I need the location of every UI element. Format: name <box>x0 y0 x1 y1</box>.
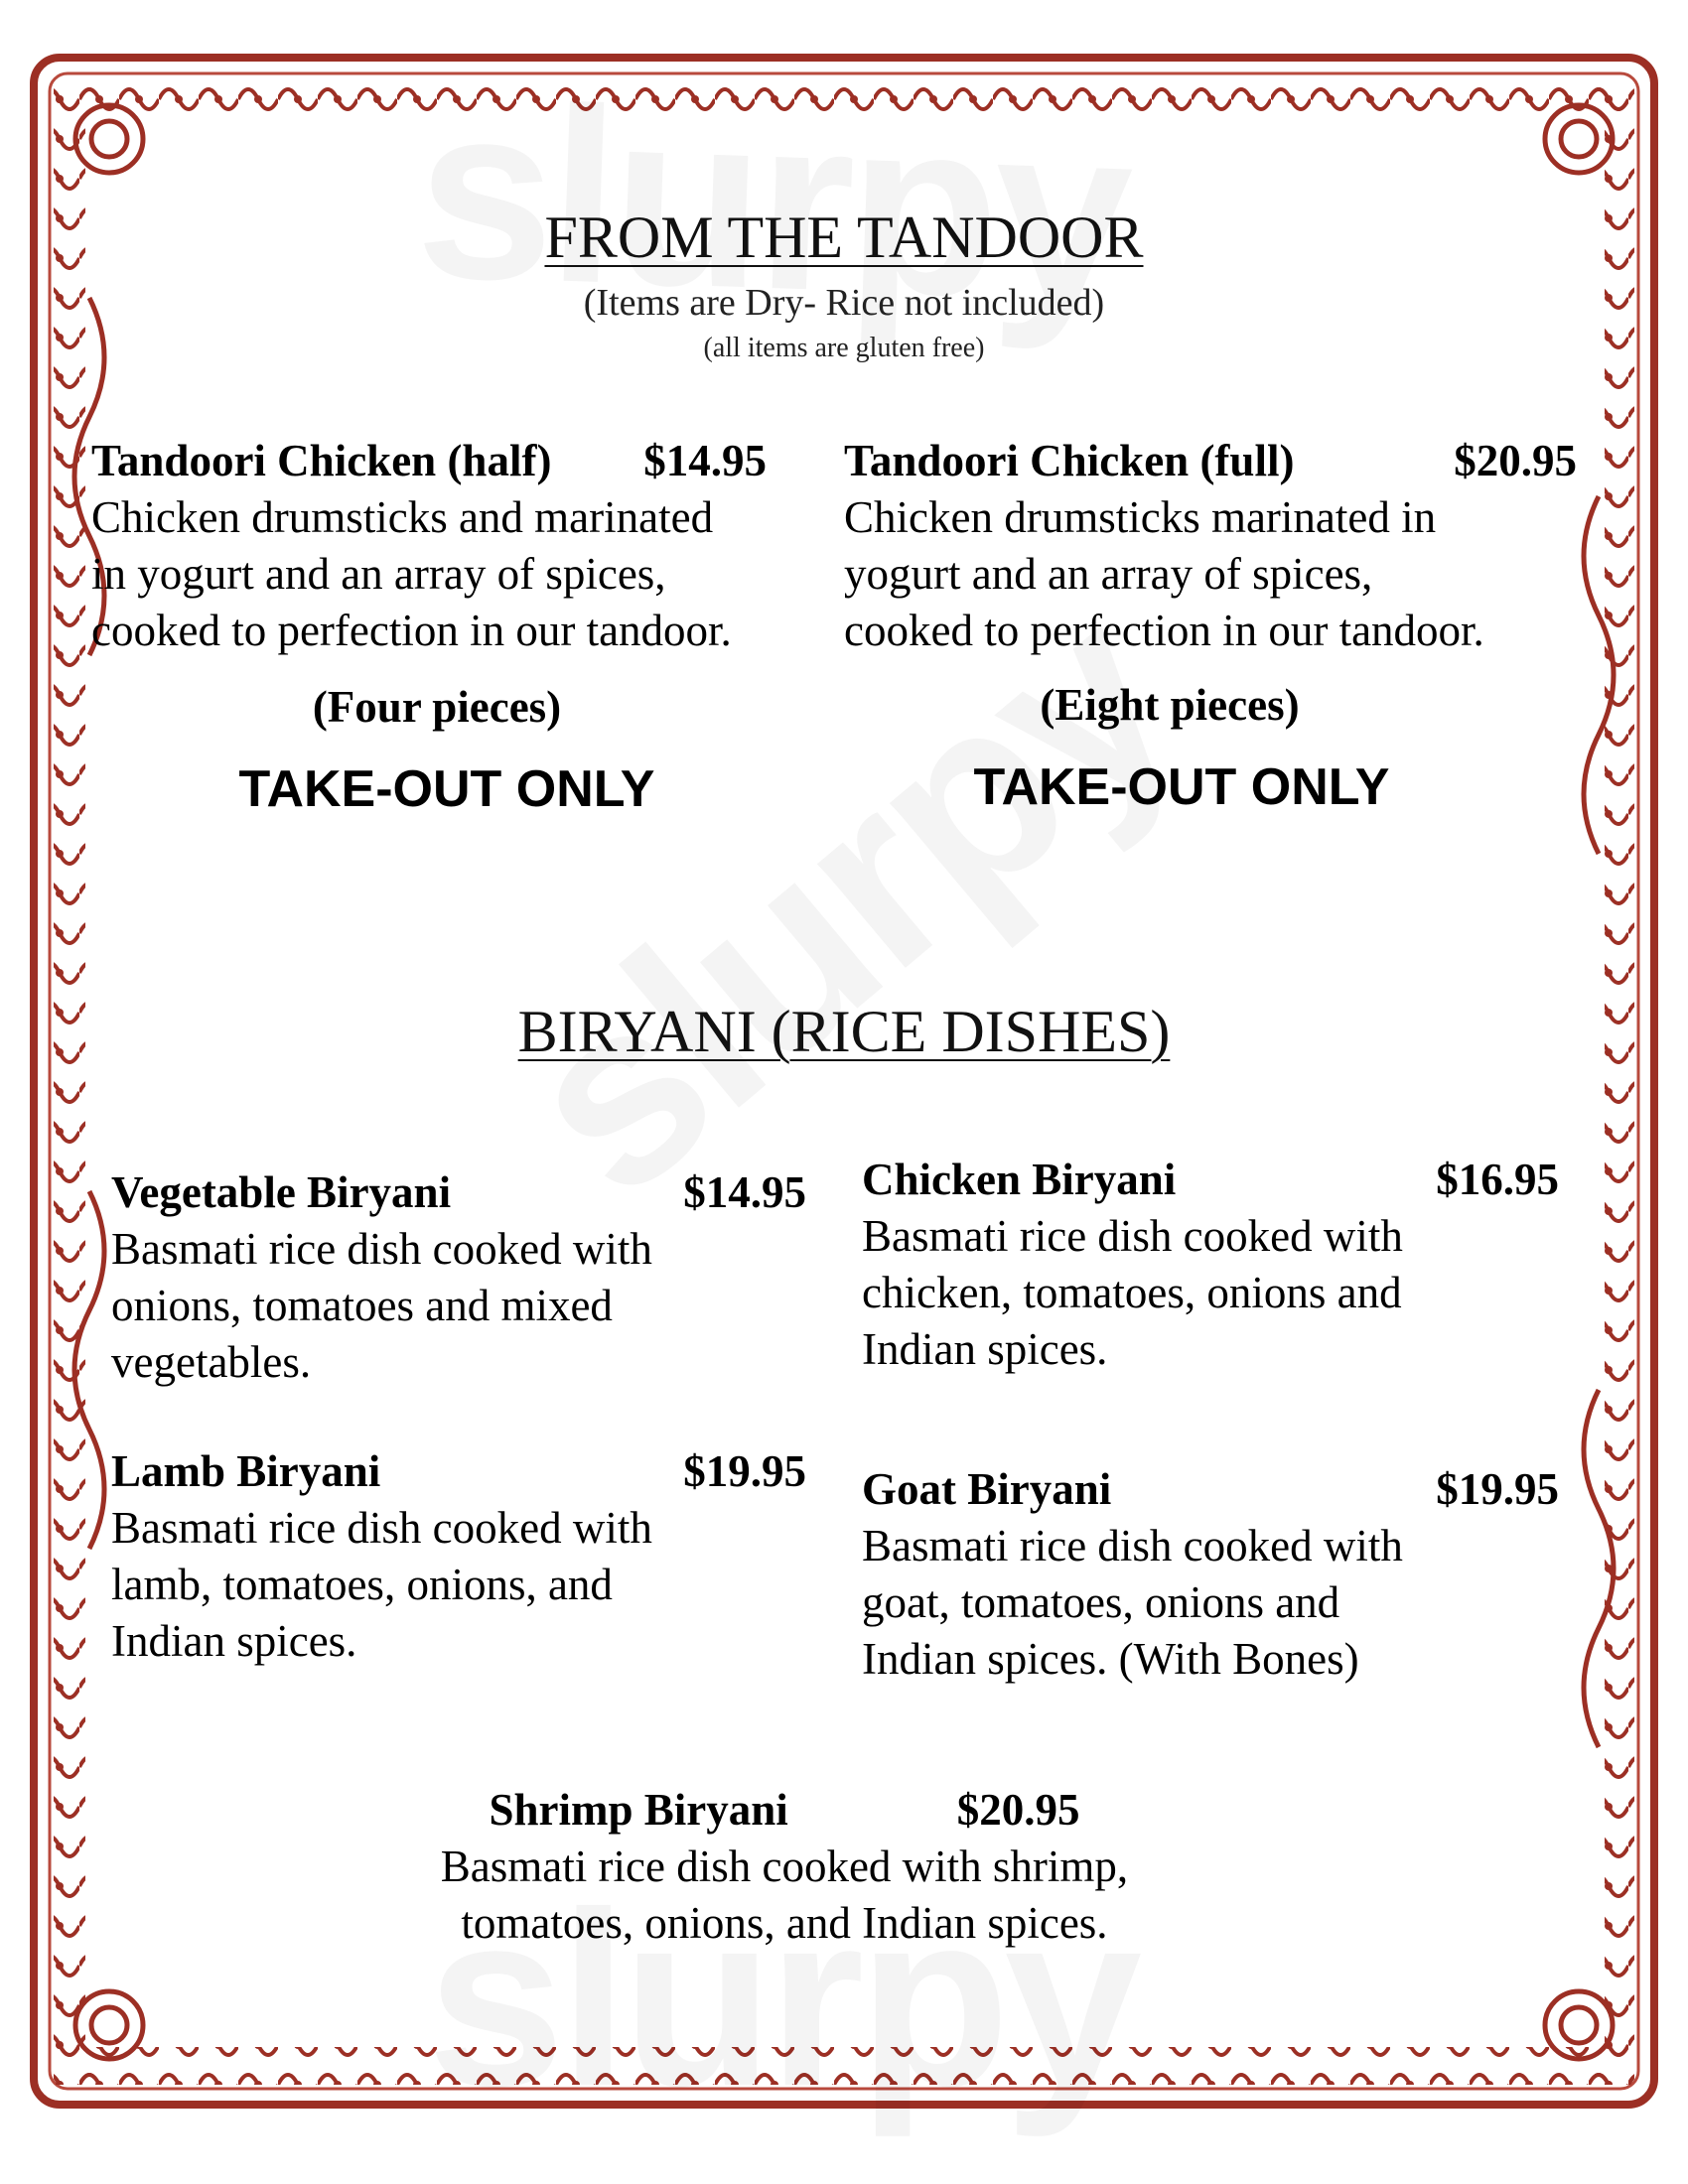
item-price: $19.95 <box>683 1446 806 1496</box>
item-name: Chicken Biryani <box>862 1155 1177 1204</box>
item-description: Basmati rice dish cooked with onions, tomatoes and mixed vegetables. <box>111 1224 652 1387</box>
takeout-only-badge: TAKE-OUT ONLY <box>973 758 1390 816</box>
item-pieces-eight: (Eight pieces) <box>1040 680 1300 730</box>
item-name: Tandoori Chicken (half) <box>91 436 552 485</box>
item-name: Lamb Biryani <box>111 1446 381 1496</box>
item-description: Basmati rice dish cooked with lamb, tomatoes, onions, and Indian spices. <box>111 1503 652 1666</box>
takeout-only-badge: TAKE-OUT ONLY <box>238 760 655 818</box>
item-description: Chicken drumsticks and marinated in yogurt and an array of spices, cooked to perfection in our tandoor. <box>91 492 732 655</box>
menu-item-vegetable-biryani <box>111 1164 806 1391</box>
item-price: $14.95 <box>683 1167 806 1217</box>
item-price: $19.95 <box>1436 1464 1559 1514</box>
item-name: Vegetable Biryani <box>111 1167 452 1217</box>
item-description: Chicken drumsticks marinated in yogurt and an array of spices, cooked to perfection in our tandoor. <box>844 492 1484 655</box>
item-description: Basmati rice dish cooked with chicken, tomatoes, onions and Indian spices. <box>862 1211 1403 1374</box>
menu-item-lamb-biryani <box>111 1443 806 1670</box>
tandoor-section-title: FROM THE TANDOOR <box>544 205 1144 270</box>
item-price: $20.95 <box>1454 436 1577 485</box>
item-price: $14.95 <box>643 436 767 485</box>
tandoor-subtitle: (Items are Dry- Rice not included) <box>583 282 1105 324</box>
item-price: $16.95 <box>1436 1155 1559 1204</box>
menu-item-goat-biryani <box>862 1461 1559 1688</box>
item-description: Basmati rice dish cooked with goat, tomatoes, onions and Indian spices. (With Bones) <box>862 1521 1403 1684</box>
menu-item-shrimp-biryani <box>397 1782 1172 1952</box>
biryani-section-title: BIRYANI (RICE DISHES) <box>517 999 1171 1064</box>
menu-item-tandoori-full <box>844 433 1579 659</box>
item-name: Shrimp Biryani <box>489 1785 788 1835</box>
menu-item-chicken-biryani <box>862 1152 1559 1378</box>
item-name: Tandoori Chicken (full) <box>844 436 1295 485</box>
item-pieces-four: (Four pieces) <box>312 682 562 732</box>
item-description: Basmati rice dish cooked with shrimp, tomatoes, onions, and Indian spices. <box>440 1842 1129 1948</box>
item-name: Goat Biryani <box>862 1464 1112 1514</box>
tandoor-gluten-note: (all items are gluten free) <box>703 333 985 363</box>
menu-item-tandoori-half <box>91 433 767 659</box>
item-price: $20.95 <box>956 1785 1080 1835</box>
